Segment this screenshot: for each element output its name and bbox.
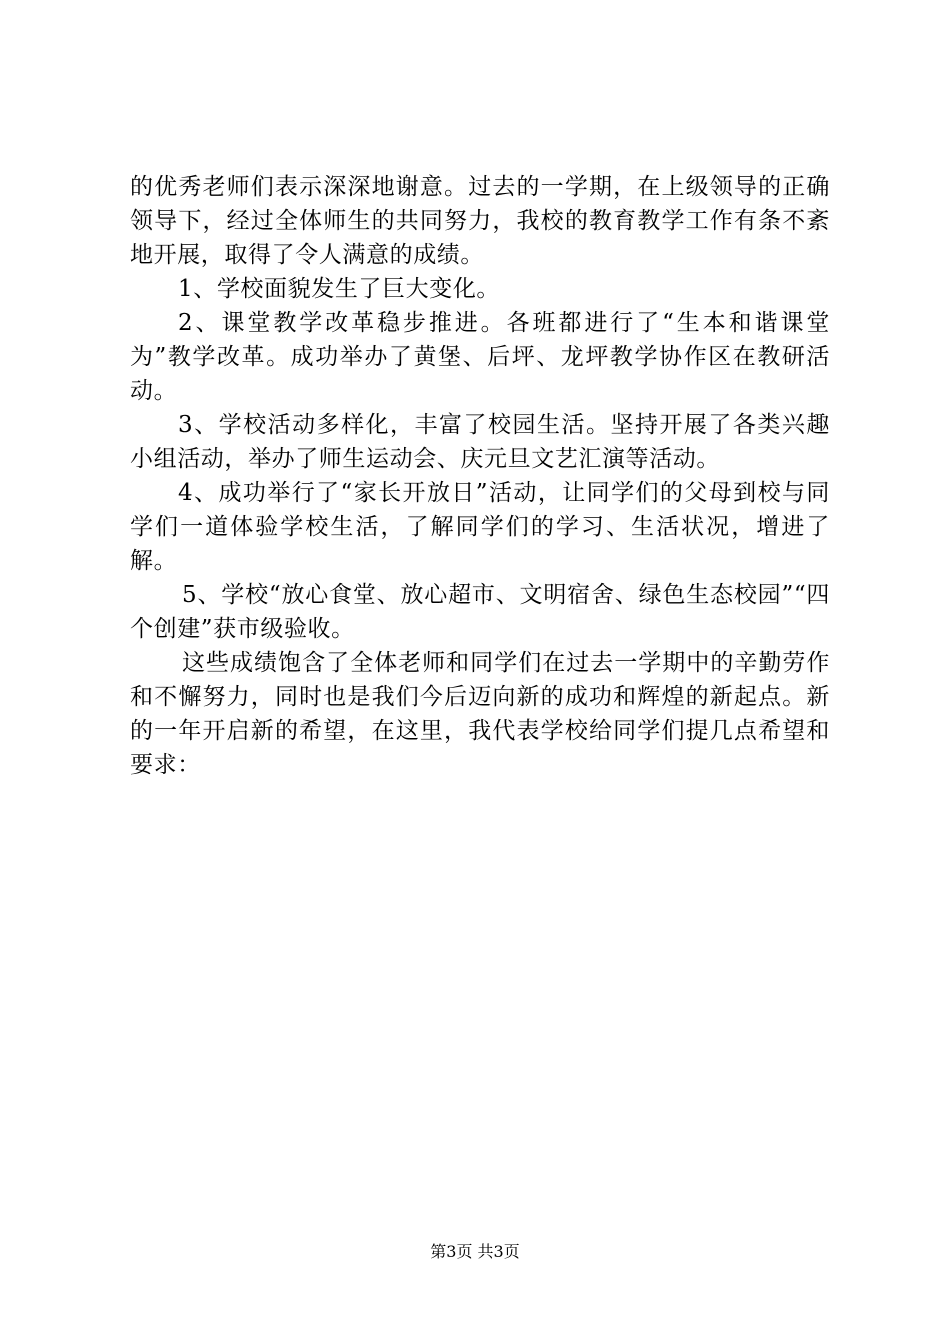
paragraph-thanks: 的优秀老师们表示深深地谢意。过去的一学期，在上级领导的正确领导下，经过全体师生的共同努力，我校的教育教学工作有条不紊地开展，取得了令人满意的成绩。 (130, 174, 830, 268)
paragraph-item-4: 4、成功举行了“家长开放日”活动，让同学们的父母到校与同学们一道体验学校生活，了解同学们的学习、生活状况，增进了解。 (130, 480, 830, 574)
paragraph-item-5: 5、学校“放心食堂、放心超市、文明宿舍、绿色生态校园”“四个创建”获市级验收。 (130, 582, 830, 642)
document-body (130, 170, 830, 782)
paragraph-item-3: 3、学校活动多样化，丰富了校园生活。坚持开展了各类兴趣小组活动，举办了师生运动会、庆元旦文艺汇演等活动。 (130, 412, 830, 472)
paragraph-item-1: 1、学校面貌发生了巨大变化。 (178, 276, 501, 302)
paragraph-item-2: 2、课堂教学改革稳步推进。各班都进行了“生本和谐课堂为”教学改革。成功举办了黄堡、后坪、龙坪教学协作区在教研活动。 (130, 310, 830, 404)
paragraph-conclusion: 这些成绩饱含了全体老师和同学们在过去一学期中的辛勤劳作和不懈努力，同时也是我们今后迈向新的成功和辉煌的新起点。新的一年开启新的希望，在这里，我代表学校给同学们提几点希望和要求： (130, 650, 830, 778)
page-number-footer: 第3页 共3页 (430, 1242, 520, 1261)
